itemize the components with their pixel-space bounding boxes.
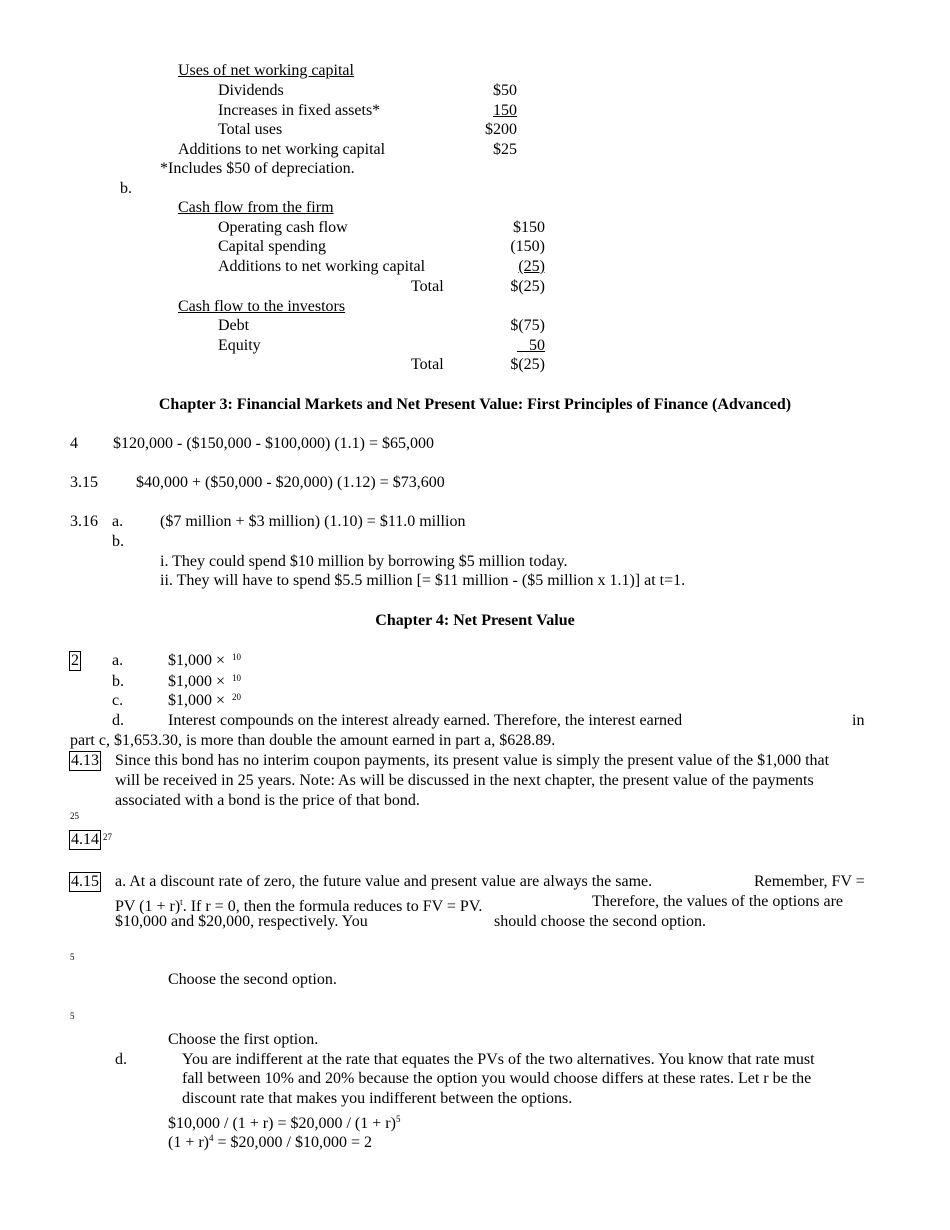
problem-4-13-line3: associated with a bond is the price of that bond. <box>115 792 420 809</box>
problem-4-15-a-line1: a. At a discount rate of zero, the future value and present value are always the same. <box>115 873 653 890</box>
problem-2-b-text: $1,000 × <box>168 673 226 690</box>
investors-total-label: Total <box>411 356 444 373</box>
problem-4-13-line2: will be received in 25 years. Note: As will be discussed in the next chapter, the present value of the payments <box>115 772 814 789</box>
dividends-label: Dividends <box>218 82 284 99</box>
problem-2-a-text: $1,000 × <box>168 652 226 669</box>
problem-2-a-label: a. <box>112 652 124 669</box>
chapter4-title: Chapter 4: Net Present Value <box>375 612 575 629</box>
problem-3-16-number: 3.16 <box>70 513 98 530</box>
problem-3-16-ii: ii. They will have to spend $5.5 million [= $11 million - ($5 million x 1.1)] at t=1. <box>160 572 686 589</box>
problem-4-13-exponent-25: 25 <box>70 811 79 821</box>
total-uses-label: Total uses <box>218 121 283 138</box>
firm-total-value: $(25) <box>510 278 545 295</box>
problem-4-14-number: 4.14 <box>71 831 99 848</box>
problem-4-15-d-line1: You are indifferent at the rate that equates the PVs of the two alternatives. You know that rate must <box>182 1051 815 1068</box>
problem-4-15-a-line3: $10,000 and $20,000, respectively. You <box>115 913 368 930</box>
problem-2-d-label: d. <box>112 712 124 729</box>
firm-cash-flow-heading: Cash flow from the firm <box>178 199 334 216</box>
exponent-5-c: 5 <box>70 1011 75 1021</box>
fixed-assets-label: Increases in fixed assets* <box>218 102 381 119</box>
problem-4-number: 4 <box>70 435 78 452</box>
problem-3-15-text: $40,000 + ($50,000 - $20,000) (1.12) = $73,600 <box>136 474 445 491</box>
total-uses-value: $200 <box>485 121 517 138</box>
additions-label: Additions to net working capital <box>178 141 386 158</box>
problem-2-c-label: c. <box>112 692 124 709</box>
debt-label: Debt <box>218 317 250 334</box>
problem-2-d-text: Interest compounds on the interest already earned. Therefore, the interest earned <box>168 712 683 729</box>
debt-value: $(75) <box>510 317 545 334</box>
problem-2-c-text: $1,000 × <box>168 692 226 709</box>
capital-spending-value: (150) <box>510 238 545 255</box>
problem-4-14-exponent: 27 <box>103 832 112 842</box>
problem-4-15-d-line3: discount rate that makes you indifferent between the options. <box>182 1090 573 1107</box>
chapter3-title: Chapter 3: Financial Markets and Net Present Value: First Principles of Finance (Advanced) <box>158 396 792 413</box>
investors-cash-flow-heading: Cash flow to the investors <box>178 298 346 315</box>
problem-2-d-continuation: part c, $1,653.30, is more than double the amount earned in part a, $628.89. <box>70 732 556 749</box>
operating-cash-flow-value: $150 <box>513 219 545 236</box>
choose-first-option: Choose the first option. <box>168 1031 319 1048</box>
exponent-5-b: 5 <box>70 952 75 962</box>
problem-2-b-exponent: 10 <box>232 673 241 683</box>
problem-4-15-d-line2: fall between 10% and 20% because the option you would choose differs at these rates. Let r be the <box>182 1070 812 1087</box>
operating-cash-flow-label: Operating cash flow <box>218 219 348 236</box>
problem-4-15-a-line2: PV $(1 + r)^t$. If r = 0, then the formula reduces to FV = PV. <box>115 897 483 915</box>
problem-3-15-number: 3.15 <box>70 474 98 491</box>
problem-2-a-exponent: 10 <box>232 652 241 662</box>
problem-4-15-a-line1-right: Remember, FV = <box>754 873 865 890</box>
equity-label: Equity <box>218 337 261 354</box>
firm-total-label: Total <box>411 278 444 295</box>
problem-2-b-label: b. <box>112 673 124 690</box>
problem-4-13-line1: Since this bond has no interim coupon payments, its present value is simply the present value of the $1,000 that <box>115 752 830 769</box>
fixed-assets-value: 150 <box>493 102 517 119</box>
problem-4-15-d-label: d. <box>115 1051 127 1068</box>
problem-3-16-a-label: a. <box>112 513 124 530</box>
capital-spending-label: Capital spending <box>218 238 326 255</box>
problem-2-number: 2 <box>71 652 79 669</box>
nwc-additions-label: Additions to net working capital <box>218 258 426 275</box>
equation-2: $(1 + r)^4$ = $20,000 / $10,000 = 2 <box>168 1133 373 1151</box>
additions-value: $25 <box>493 141 517 158</box>
equity-value: 50 <box>529 337 545 354</box>
problem-4-text: $120,000 - ($150,000 - $100,000) (1.1) = $65,000 <box>113 435 434 452</box>
problem-2-c-exponent: 20 <box>232 692 241 702</box>
problem-4-15-number: 4.15 <box>71 873 99 890</box>
problem-3-16-b-label: b. <box>112 533 124 550</box>
equation-1: $10,000 / (1 + r) = $20,000 / $(1 + r)^5$ <box>168 1114 401 1132</box>
problem-3-16-i: i. They could spend $10 million by borrowing $5 million today. <box>160 553 568 570</box>
part-b-label: b. <box>120 180 132 197</box>
depreciation-footnote: *Includes $50 of depreciation. <box>160 160 355 177</box>
dividends-value: $50 <box>493 82 517 99</box>
problem-4-15-a-line3-right: should choose the second option. <box>494 913 706 930</box>
problem-4-13-number: 4.13 <box>71 752 99 769</box>
choose-second-option: Choose the second option. <box>168 971 337 988</box>
problem-2-d-in: in <box>852 712 865 729</box>
problem-4-15-a-line2-right: Therefore, the values of the options are <box>592 893 844 910</box>
uses-heading: Uses of net working capital <box>178 62 354 79</box>
nwc-additions-value: (25) <box>518 258 545 275</box>
investors-total-value: $(25) <box>510 356 545 373</box>
problem-3-16-a-text: ($7 million + $3 million) (1.10) = $11.0 million <box>160 513 466 530</box>
